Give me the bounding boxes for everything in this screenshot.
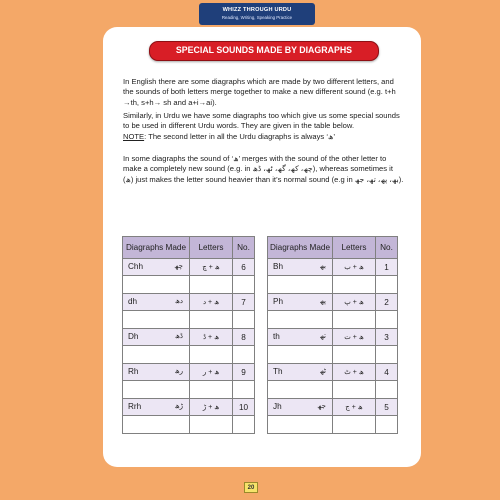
diagraph-made-cell	[268, 294, 333, 311]
letters-cell: ھ + ت	[333, 329, 376, 346]
diagraph-english: Th	[273, 367, 283, 376]
diagraph-english: Dh	[128, 332, 139, 341]
table-row	[123, 329, 255, 346]
letters-cell: ھ + ب	[333, 259, 376, 276]
diagraph-made-cell	[123, 399, 190, 416]
number-cell: 2	[376, 294, 398, 311]
table-row	[123, 259, 255, 276]
diagraph-english: Rrh	[128, 402, 142, 411]
number-cell: 7	[233, 294, 255, 311]
table-spacer-row	[268, 381, 398, 399]
letters-cell: ھ + ر	[190, 364, 233, 381]
diagraph-made-cell	[123, 259, 190, 276]
diagraph-urdu: چھ	[174, 263, 183, 270]
table-spacer-row	[123, 276, 255, 294]
number-cell: 8	[233, 329, 255, 346]
table-row	[268, 259, 398, 276]
page-sheet	[103, 27, 421, 467]
diagraph-english: Bh	[273, 262, 284, 271]
book-brand	[199, 3, 315, 25]
table-row	[268, 329, 398, 346]
urdu-paragraph-text: Similarly, in Urdu we have some diagraphs too which give us some special sounds to be used in different Urdu words. They are given in the table below.	[123, 111, 400, 131]
diagraph-english: th	[273, 332, 280, 341]
number-cell: 9	[233, 364, 255, 381]
header-diagraphs-made: Diagraphs Made	[268, 237, 333, 259]
diagraph-english: Jh	[273, 402, 282, 411]
letters-cell: ھ + ج	[333, 399, 376, 416]
note-text: : The second letter in all the Urdu diagraphs is always ‘ھ’	[144, 131, 336, 141]
table-spacer-row	[123, 416, 255, 434]
table-spacer-row	[123, 346, 255, 364]
table-row	[123, 399, 255, 416]
note-label: NOTE	[123, 131, 145, 141]
table-row	[123, 364, 255, 381]
number-cell: 4	[376, 364, 398, 381]
diagraph-made-cell	[268, 364, 333, 381]
diagraph-table-right	[267, 236, 398, 434]
table-spacer-row	[268, 276, 398, 294]
number-cell: 10	[233, 399, 255, 416]
letters-cell: ھ + ڑ	[190, 399, 233, 416]
table-row	[268, 294, 398, 311]
table-header-row	[123, 237, 255, 259]
number-cell: 3	[376, 329, 398, 346]
header-diagraphs-made: Diagraphs Made	[123, 237, 190, 259]
diagraph-table-left	[122, 236, 255, 434]
page-number: 20	[244, 482, 258, 493]
header-no: No.	[376, 237, 398, 259]
number-cell: 1	[376, 259, 398, 276]
table-spacer-row	[123, 381, 255, 399]
letters-cell: ھ + د	[190, 294, 233, 311]
header-letters: Letters	[190, 237, 233, 259]
header-no: No.	[233, 237, 255, 259]
diagraph-urdu: ڑھ	[174, 403, 183, 410]
book-title: WHIZZ THROUGH URDU	[222, 7, 292, 13]
number-cell: 5	[376, 399, 398, 416]
diagraph-urdu: پھ	[319, 298, 326, 305]
intro-paragraph: In English there are some diagraphs which are made by two different letters, and the sounds of both letters merge together to make a new different sound (e.g. t+h →th, s+h→ sh and a+i→ai).	[123, 77, 396, 107]
header-letters: Letters	[333, 237, 376, 259]
diagraph-english: dh	[128, 297, 138, 306]
section-banner: SPECIAL SOUNDS MADE BY DIAGRAPHS	[149, 41, 379, 61]
diagraph-urdu: تھ	[319, 333, 326, 340]
diagraph-english: Chh	[128, 262, 144, 271]
diagraph-urdu: دھ	[174, 298, 183, 305]
letters-cell: ھ + پ	[333, 294, 376, 311]
table-spacer-row	[268, 346, 398, 364]
table-row	[268, 399, 398, 416]
diagraph-urdu: جھ	[317, 403, 326, 410]
diagraph-made-cell	[123, 294, 190, 311]
diagraph-made-cell	[268, 329, 333, 346]
table-header-row	[268, 237, 398, 259]
diagraph-made-cell	[268, 259, 333, 276]
diagraph-urdu: بھ	[319, 263, 326, 270]
table-spacer-row	[268, 416, 398, 434]
diagraph-made-cell	[268, 399, 333, 416]
letters-cell: ھ + چ	[190, 259, 233, 276]
letters-cell: ھ + ڈ	[190, 329, 233, 346]
diagraph-urdu: ڈھ	[174, 333, 183, 340]
table-spacer-row	[268, 311, 398, 329]
diagraph-made-cell	[123, 364, 190, 381]
table-row	[268, 364, 398, 381]
book-subtitle: Reading, Writing, Speaking Practice	[221, 15, 293, 20]
diagraph-english: Ph	[273, 297, 284, 306]
letters-cell: ھ + ٹ	[333, 364, 376, 381]
urdu-paragraph	[123, 111, 405, 142]
merge-paragraph: In some diagraphs the sound of ‘ھ’ merges with the sound of the other letter to make a completely new sound (e.g. in چھ، کھ، گھ، ٹھ، ڈھ), whereas sometimes it (ھ) just makes the letter sound heavier than it’s normal sound (e.g in بھ، پھ، تھ، جھ).	[123, 154, 404, 184]
table-spacer-row	[123, 311, 255, 329]
diagraph-english: Rh	[128, 367, 139, 376]
diagraph-urdu: ٹھ	[319, 368, 326, 375]
table-row	[123, 294, 255, 311]
diagraph-urdu: رھ	[174, 368, 183, 375]
number-cell: 6	[233, 259, 255, 276]
diagraph-made-cell	[123, 329, 190, 346]
